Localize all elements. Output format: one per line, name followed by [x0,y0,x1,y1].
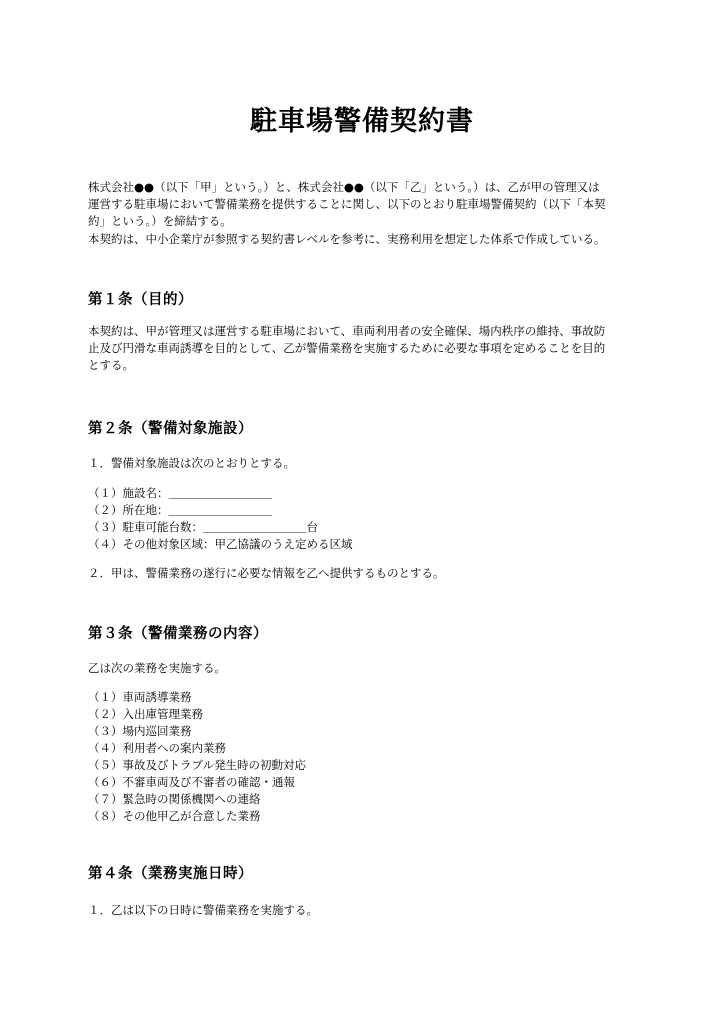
article-3-item: （２）入出庫管理業務 [88,707,203,721]
preamble-line: 本契約は、中小企業庁が参照する契約書レベルを参考に、実務利用を想定した体系で作成している。 [88,231,606,246]
document-title: 駐車場警備契約書 [250,106,474,137]
article-3-intro: 乙は次の業務を実施する。 [88,661,226,675]
article-2-item: （２）所在地：＿＿＿＿＿＿＿＿＿ [88,503,272,517]
article-1-body [88,323,644,375]
preamble-line: 約」という。）を締結する。 [88,214,232,229]
article-2-heading: 第２条（警備対象施設） [88,421,253,437]
article-2-item: （４）その他対象区域：甲乙協議のうえ定める区域 [88,537,353,551]
article-1-line: 止及び円滑な車両誘導を目的として、乙が警備業務を実施するために必要な事項を定めることを目的 [88,341,606,356]
article-3-item: （５）事故及びトラブル発生時の初動対応 [88,758,307,772]
article-3-heading: 第３条（警備業務の内容） [88,626,268,642]
article-2-item: （１）施設名：＿＿＿＿＿＿＿＿＿ [88,486,272,500]
article-3-item: （６）不審車両及び不審者の確認・通報 [88,775,295,789]
article-2-clause-1: １．警備対象施設は次のとおりとする。 [88,456,295,470]
article-1-heading: 第１条（目的） [88,292,193,308]
article-3-item: （１）車両誘導業務 [88,690,192,704]
article-1-line: 本契約は、甲が管理又は運営する駐車場において、車両利用者の安全確保、場内秩序の維持、事故防 [88,324,606,338]
article-2-clause-2: ２．甲は、警備業務の遂行に必要な情報を乙へ提供するものとする。 [88,566,445,580]
preamble-line: 株式会社●●（以下「甲」という。）と、株式会社●●（以下「乙」という。）は、乙が甲の管理又は [88,180,600,194]
article-1-line: とする。 [88,358,134,373]
article-3-item: （７）緊急時の関係機関への連絡 [88,792,261,806]
article-2-item-list [88,485,644,553]
article-3-item: （４）利用者への案内業務 [88,741,226,755]
article-3-item: （８）その他甲乙が合意した業務 [88,809,261,823]
preamble [88,179,644,248]
article-2-item: （３）駐車可能台数：＿＿＿＿＿＿＿＿＿台 [88,520,318,534]
article-3-item: （３）場内巡回業務 [88,724,192,738]
preamble-line: 運営する駐車場において警備業務を提供することに関し、以下のとおり駐車場警備契約（以下「本契 [88,197,606,212]
article-3-item-list [88,689,644,825]
article-4-clause-1: １．乙は以下の日時に警備業務を実施する。 [88,903,318,917]
article-4-heading: 第４条（業務実施日時） [88,866,253,882]
